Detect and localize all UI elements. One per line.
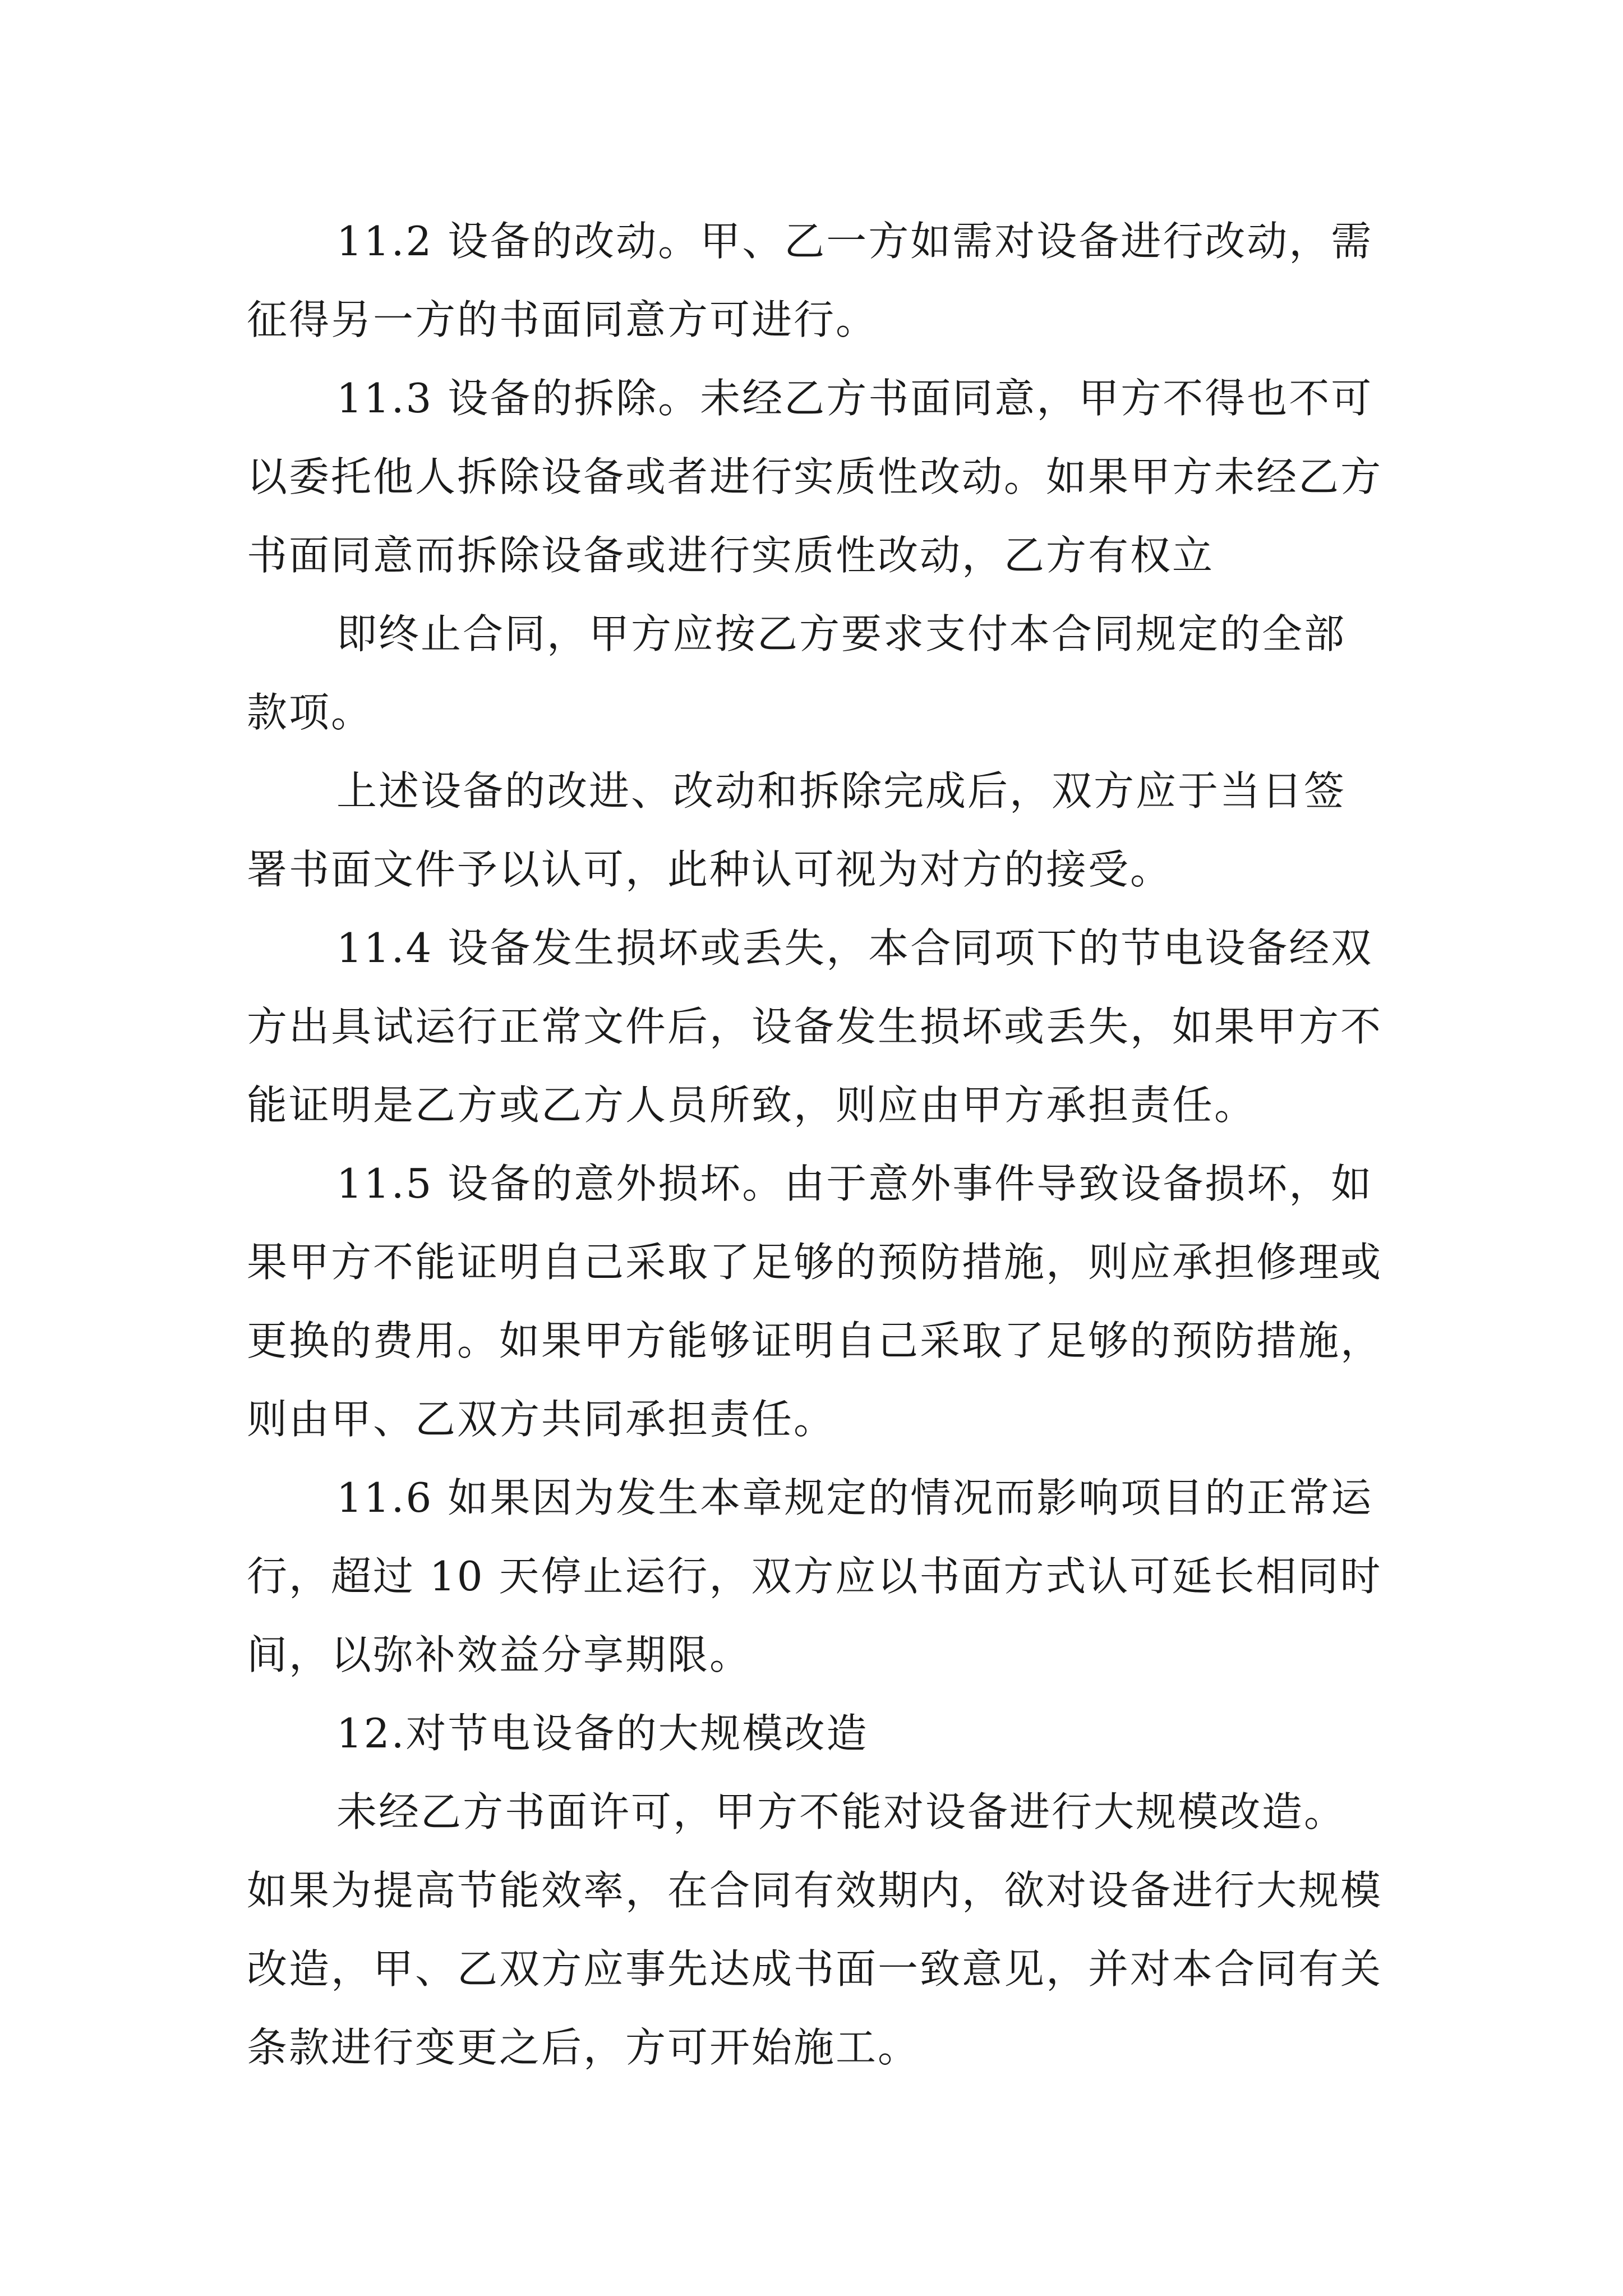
paragraph-11-5: 11.5 设备的意外损坏。由于意外事件导致设备损坏，如果甲方不能证明自己采取了足够的预防措施，则应承担修理或更换的费用。如果甲方能够证明自己采取了足够的预防措施，则由甲、乙双方共同承担责任。: [247, 1160, 1383, 1443]
paragraph-11-3: 11.3 设备的拆除。未经乙方书面同意，甲方不得也不可以委托他人拆除设备或者进行实质性改动。如果甲方未经乙方书面同意而拆除设备或进行实质性改动，乙方有权立: [247, 375, 1383, 579]
paragraph-11-2: 11.2 设备的改动。甲、乙一方如需对设备进行改动，需征得另一方的书面同意方可进行。: [247, 218, 1373, 343]
document-page: [247, 202, 1385, 2087]
paragraph-11-4: 11.4 设备发生损坏或丢失，本合同项下的节电设备经双方出具试运行正常文件后，设备发生损坏或丢失，如果甲方不能证明是乙方或乙方人员所致，则应由甲方承担责任。: [247, 924, 1383, 1129]
paragraph-acceptance: 上述设备的改进、改动和拆除完成后，双方应于当日签署书面文件予以认可，此种认可视为对方的接受。: [247, 767, 1347, 893]
paragraph-11-6: 11.6 如果因为发生本章规定的情况而影响项目的正常运行，超过 10 天停止运行，双方应以书面方式认可延长相同时间，以弥补效益分享期限。: [247, 1474, 1382, 1678]
paragraph-12-body: 未经乙方书面许可，甲方不能对设备进行大规模改造。如果为提高节能效率，在合同有效期内，欲对设备进行大规模改造，甲、乙双方应事先达成书面一致意见，并对本合同有关条款进行变更之后，方可开始施工。: [247, 1788, 1383, 2071]
section-heading-12: 12.对节电设备的大规模改造: [336, 1710, 869, 1757]
paragraph-11-3-continued: 即终止合同，甲方应按乙方要求支付本合同规定的全部款项。: [247, 610, 1347, 736]
